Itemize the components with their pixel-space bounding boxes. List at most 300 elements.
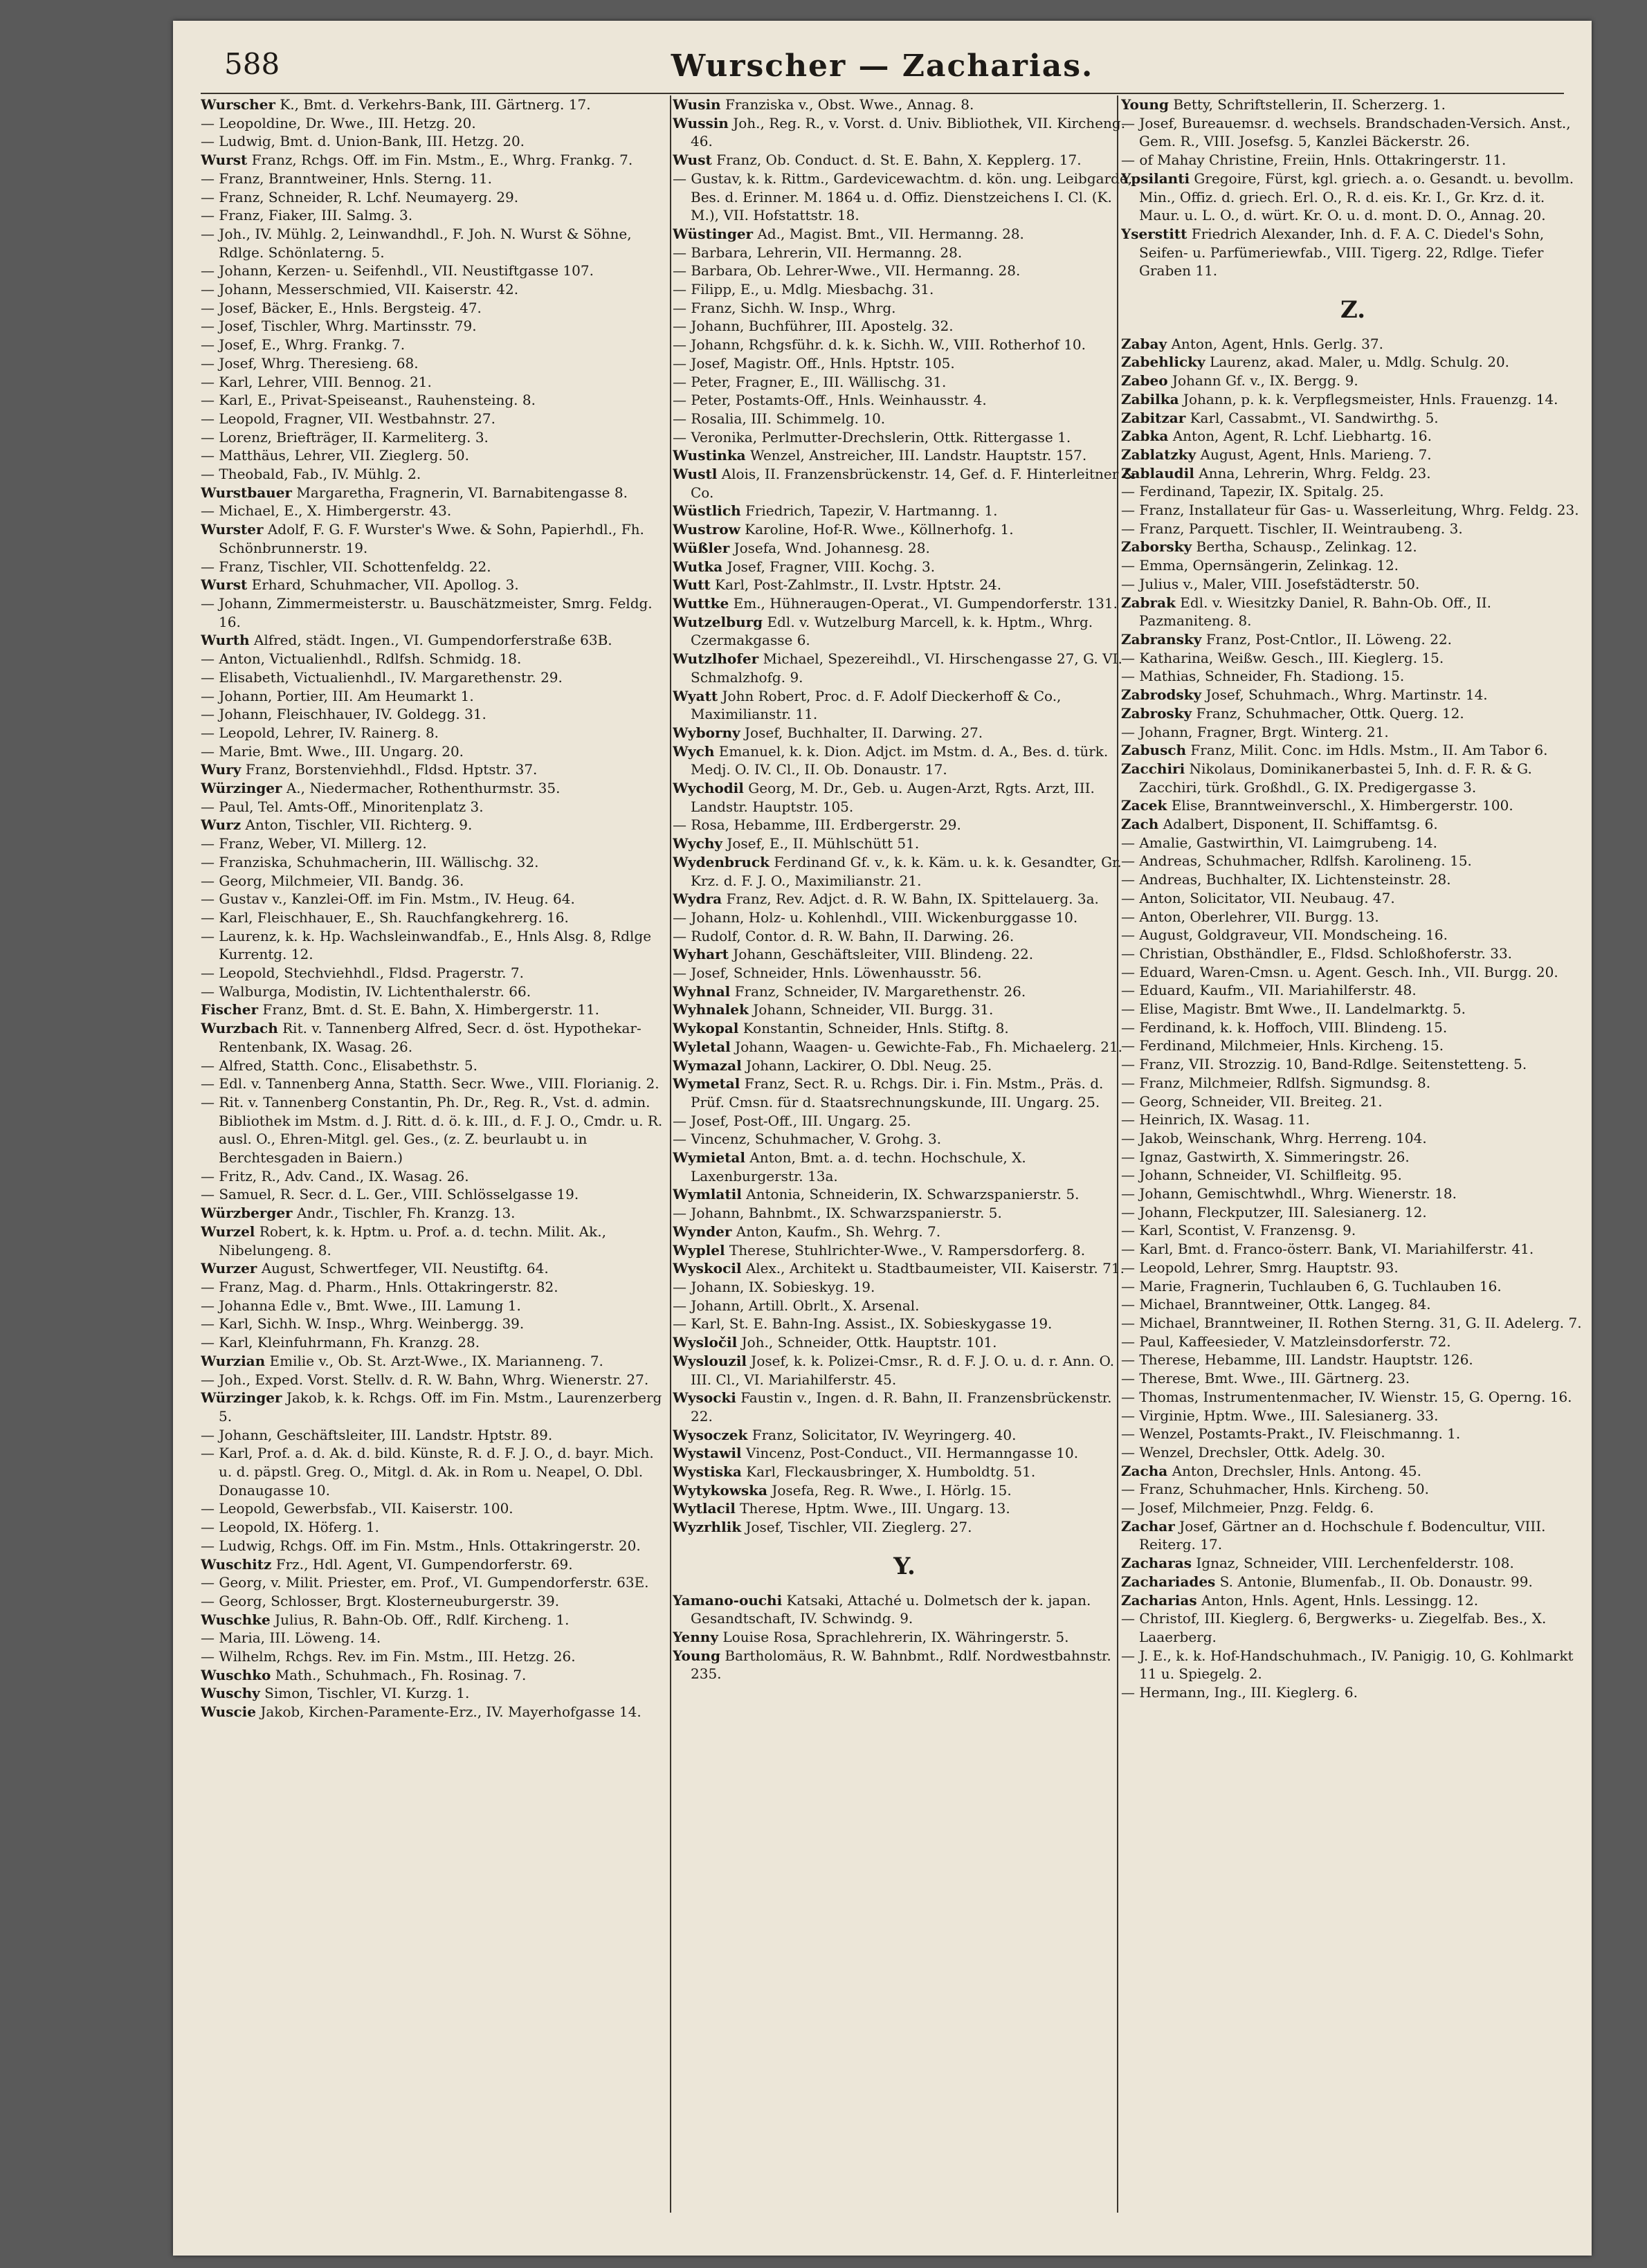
entry-surname: Wuschke (201, 1611, 271, 1628)
entry-details: Emanuel, k. k. Dion. Adjct. im Mstm. d. A., Bes. d. türk. Medj. O. IV. Cl., II. Ob. Donaustr. 17. (691, 742, 1109, 778)
directory-entry (673, 299, 1136, 318)
entry-details: — Barbara, Ob. Lehrer-Wwe., VII. Hermanng. 28. (673, 262, 1021, 280)
directory-entry (201, 317, 664, 336)
column-1 (201, 95, 664, 2226)
directory-entry (1121, 95, 1585, 114)
directory-entry (673, 539, 1136, 558)
entry-surname: Wurzbach (201, 1020, 278, 1037)
directory-entry (673, 465, 1136, 502)
entry-details: Anna, Lehrerin, Whrg. Feldg. 23. (1199, 464, 1431, 482)
entry-details: Johann, Geschäftsleiter, VIII. Blindeng. 22. (733, 946, 1034, 963)
entry-surname: Wyskocil (673, 1260, 742, 1277)
directory-entry (1121, 594, 1585, 630)
entry-details: — Johann, Zimmermeisterstr. u. Bauschätzmeister, Smrg. Feldg. 16. (201, 594, 653, 630)
entry-details: — Wilhelm, Rchgs. Rev. im Fin. Mstm., III. Hetzg. 26. (201, 1648, 576, 1665)
directory-entry (201, 558, 664, 576)
directory-entry (1121, 464, 1585, 483)
entry-details: — Johann, Bahnbmt., IX. Schwarzspanierstr. 5. (673, 1205, 1002, 1222)
entry-surname: Wutzlhofer (673, 650, 759, 668)
directory-entry (201, 1204, 664, 1223)
entry-details: — Karl, Bmt. d. Franco-österr. Bank, VI. Mariahilferstr. 41. (1121, 1241, 1534, 1258)
entry-details: — Johann, Kerzen- u. Seifenhdl., VII. Neustiftgasse 107. (201, 262, 594, 280)
directory-entry (673, 373, 1136, 392)
directory-entry (1121, 870, 1585, 889)
entry-surname: Zabusch (1121, 742, 1187, 759)
entry-details: — Therese, Bmt. Wwe., III. Gärtnerg. 23. (1121, 1370, 1410, 1387)
entry-details: — Hermann, Ing., III. Kieglerg. 6. (1121, 1684, 1358, 1701)
entry-details: — Alfred, Statth. Conc., Elisabethstr. 5. (201, 1057, 477, 1074)
entry-details: — Karl, Fleischhauer, E., Sh. Rauchfangkehrerg. 16. (201, 908, 569, 926)
entry-details: — Georg, Schlosser, Brgt. Klosterneuburgerstr. 39. (201, 1592, 560, 1609)
entry-details: — Katharina, Weißw. Gesch., III. Kieglerg. 15. (1121, 649, 1444, 666)
entry-details: Antonia, Schneiderin, IX. Schwarzspanierstr. 5. (746, 1186, 1080, 1203)
directory-entry (201, 428, 664, 447)
entry-details: — Ferdinand, Tapezir, IX. Spitalg. 25. (1121, 483, 1384, 500)
directory-entry (673, 779, 1136, 816)
entry-details: — Johann, Holz- u. Kohlenhdl., VIII. Wickenburggasse 10. (673, 908, 1078, 926)
entry-details: — Fritz, R., Adv. Cand., IX. Wasag. 26. (201, 1167, 469, 1185)
entry-details: Frz., Hdl. Agent, VI. Gumpendorferstr. 69. (275, 1555, 573, 1573)
directory-entry (1121, 446, 1585, 464)
entry-details: — J. E., k. k. Hof-Handschuhmach., IV. Panigig. 10, G. Kohlmarkt 11 u. Spiegelg. 2. (1121, 1647, 1574, 1683)
entry-details: — Josef, Whrg. Theresieng. 68. (201, 354, 419, 372)
directory-entry (1121, 630, 1585, 649)
entry-details: Johann, Lackirer, O. Dbl. Neug. 25. (746, 1057, 992, 1074)
entry-details: Franz, Rchgs. Off. im Fin. Mstm., E., Whrg. Frankg. 7. (251, 152, 633, 169)
entry-surname: Wyhnal (673, 982, 731, 1000)
directory-entry (673, 354, 1136, 373)
entry-details: Franz, Ob. Conduct. d. St. E. Bahn, X. Kepplerg. 17. (716, 152, 1082, 169)
entry-details: Margaretha, Fragnerin, VI. Barnabitengasse 8. (296, 484, 628, 501)
directory-entry (1121, 335, 1585, 354)
directory-entry (673, 1185, 1136, 1204)
directory-entry (201, 594, 664, 631)
directory-entry (1121, 170, 1585, 225)
directory-entry (201, 465, 664, 484)
entry-surname: Wussin (673, 114, 729, 131)
entry-details: Erhard, Schuhmacher, VII. Apollog. 3. (251, 576, 519, 594)
directory-entry (673, 1019, 1136, 1038)
entry-details: Franz, Bmt. d. St. E. Bahn, X. Himbergerstr. 11. (262, 1001, 600, 1018)
directory-entry (673, 95, 1136, 114)
directory-entry (673, 1389, 1136, 1425)
directory-entry (673, 964, 1136, 982)
entry-surname: Wyatt (673, 687, 718, 704)
entry-details: — Andreas, Buchhalter, IX. Lichtensteinstr. 28. (1121, 871, 1451, 888)
directory-entry (1121, 1110, 1585, 1129)
entry-details: — Anton, Victualienhdl., Rdlfsh. Schmidg. 18. (201, 650, 522, 668)
directory-entry (673, 1352, 1136, 1389)
entry-surname: Zachar (1121, 1517, 1175, 1535)
entry-details: Emilie v., Ob. St. Arzt-Wwe., IX. Marianneng. 7. (269, 1352, 603, 1369)
directory-entry (673, 1426, 1136, 1445)
directory-entry (673, 1628, 1136, 1647)
entry-details: — Franz, Branntweiner, Hnls. Sterng. 11. (201, 170, 493, 187)
entry-details: Ferdinand Gf. v., k. k. Käm. u. k. k. Gesandter, Gr. Krz. d. F. J. O., Maximilianstr. 21. (691, 853, 1122, 889)
directory-entry (1121, 151, 1585, 170)
entry-surname: Zabka (1121, 428, 1169, 445)
entry-surname: Wüstlich (673, 502, 741, 520)
directory-entry (673, 317, 1136, 336)
entry-details: — Rudolf, Contor. d. R. W. Bahn, II. Darwing. 26. (673, 927, 1014, 944)
entry-details: — Josef, Milchmeier, Pnzg. Feldg. 6. (1121, 1499, 1374, 1517)
entry-details: — Franz, Tischler, VII. Schottenfeldg. 22. (201, 558, 491, 575)
entry-details: — Christof, III. Kieglerg. 6, Bergwerks- u. Ziegelfab. Bes., X. Laaerberg. (1121, 1610, 1547, 1645)
directory-entry (201, 1223, 664, 1259)
entry-details: — Paul, Tel. Amts-Off., Minoritenplatz 3. (201, 798, 484, 815)
entry-details: — Peter, Postamts-Off., Hnls. Weinhausstr. 4. (673, 392, 987, 409)
entry-details: Jakob, Kirchen-Paramente-Erz., IV. Mayerhofgasse 14. (260, 1703, 641, 1721)
directory-entry (673, 724, 1136, 742)
directory-entry (201, 1703, 664, 1721)
entry-details: — Karl, Kleinfuhrmann, Fh. Kranzg. 28. (201, 1334, 480, 1351)
entry-details: Edl. v. Wiesitzky Daniel, R. Bahn-Ob. Off., II. Pazmaniteng. 8. (1139, 594, 1492, 630)
entry-details: — Johann, Schneider, VI. Schilfleitg. 95. (1121, 1167, 1402, 1184)
entry-details: Josef, Gärtner an d. Hochschule f. Bodencultur, VIII. Reiterg. 17. (1139, 1517, 1546, 1553)
entry-details: Josef, Tischler, VII. Zieglerg. 27. (745, 1519, 972, 1536)
entry-details: — Eduard, Kaufm., VII. Mariahilferstr. 48. (1121, 982, 1417, 999)
entry-surname: Zabay (1121, 335, 1167, 352)
directory-entry (201, 1537, 664, 1555)
column-2 (673, 95, 1136, 2226)
entry-details: — Leopoldine, Dr. Wwe., III. Hetzg. 20. (201, 114, 476, 131)
entry-details: — Johann, Rchgsführ. d. k. k. Sichh. W., VIII. Rotherhof 10. (673, 336, 1086, 354)
header-rule (201, 93, 1564, 94)
directory-entry (1121, 556, 1585, 575)
directory-entry (201, 1647, 664, 1666)
entry-details: — Michael, E., X. Himbergerstr. 43. (201, 502, 452, 520)
entry-details: Nikolaus, Dominikanerbastei 5, Inh. d. F. R. & G. Zacchiri, türk. Großhdl., G. IX. Predigergasse 3. (1139, 760, 1532, 796)
directory-entry (673, 927, 1136, 946)
entry-details: Adalbert, Disponent, II. Schiffamtsg. 6. (1163, 816, 1438, 833)
entry-details: Franz, Milit. Conc. im Hdls. Mstm., II. Am Tabor 6. (1190, 742, 1548, 759)
entry-surname: Wytykowska (673, 1481, 767, 1499)
entry-surname: Wust (673, 152, 712, 169)
entry-details: Anton, Bmt. a. d. techn. Hochschule, X. Laxenburgerstr. 13a. (691, 1149, 1026, 1185)
entry-details: — Franz, VII. Strozzig. 10, Band-Rdlge. Seitenstetteng. 5. (1121, 1056, 1527, 1073)
entry-details: Franz, Sect. R. u. Rchgs. Dir. i. Fin. Mstm., Präs. d. Prüf. Cmsn. für d. Staatsrechnungskunde, III. Ungarg. 25. (691, 1075, 1104, 1110)
entry-surname: Wurstbauer (201, 484, 292, 501)
entry-surname: Wykopal (673, 1020, 739, 1037)
entry-surname: Wysocki (673, 1389, 736, 1407)
directory-entry (1121, 944, 1585, 963)
entry-details: — Josef, Bureauemsr. d. wechsels. Brandschaden-Versich. Anst., Gem. R., VIII. Josefsg. 5, Kanzlei Bäckerstr. 26. (1121, 114, 1571, 150)
directory-entry (201, 742, 664, 761)
entry-details: — Lorenz, Briefträger, II. Karmeliterg. 3. (201, 428, 489, 446)
entry-details: — Elise, Magistr. Bmt Wwe., II. Landelmarktg. 5. (1121, 1000, 1466, 1018)
entry-surname: Wysoczek (673, 1426, 748, 1443)
entry-surname: Wychy (673, 835, 722, 852)
entry-surname: Wysločil (673, 1334, 738, 1351)
entry-surname: Wustl (673, 466, 718, 483)
directory-entry (201, 502, 664, 520)
directory-entry (201, 1499, 664, 1518)
directory-entry (673, 446, 1136, 465)
entry-details: — Johann, Artill. Obrlt., X. Arsenal. (673, 1297, 920, 1314)
entry-surname: Wurth (201, 632, 250, 649)
directory-entry (1121, 686, 1585, 704)
directory-entry (201, 484, 664, 502)
entry-details: Betty, Schriftstellerin, II. Scherzerg. 1. (1173, 96, 1446, 113)
directory-entry (1121, 667, 1585, 686)
entry-details: — Johann, Fragner, Brgt. Winterg. 21. (1121, 723, 1389, 740)
directory-entry (673, 225, 1136, 244)
entry-surname: Young (1121, 96, 1169, 113)
entry-details: — Johann, Buchführer, III. Apostelg. 32. (673, 318, 954, 335)
entry-details: — Johann, Fleischhauer, IV. Goldegg. 31. (201, 706, 486, 723)
directory-entry (201, 132, 664, 151)
entry-details: — Andreas, Schuhmacher, Rdlfsh. Karolineng. 15. (1121, 852, 1472, 870)
entry-surname: Wustinka (673, 447, 746, 464)
entry-details: Edl. v. Wutzelburg Marcell, k. k. Hptm., Whrg. Czermakgasse 6. (691, 613, 1093, 649)
directory-entry (673, 1223, 1136, 1241)
entry-details: Karl, Fleckausbringer, X. Humboldtg. 51. (746, 1463, 1036, 1481)
directory-entry (1121, 538, 1585, 556)
entry-details: — Peter, Fragner, E., III. Wällischg. 31. (673, 373, 947, 390)
directory-entry (673, 1481, 1136, 1500)
directory-entry (673, 1149, 1136, 1185)
directory-entry (201, 262, 664, 280)
directory-entry (1121, 482, 1585, 501)
directory-entry (1121, 834, 1585, 852)
entry-details: — Franz, Weber, VI. Millerg. 12. (201, 835, 427, 852)
directory-entry (1121, 225, 1585, 280)
directory-entry (201, 1278, 664, 1297)
directory-entry (1121, 1647, 1585, 1683)
directory-entry (1121, 704, 1585, 723)
entry-details: — Johann, Gemischtwhdl., Whrg. Wienerstr. 18. (1121, 1185, 1457, 1202)
directory-entry (673, 170, 1136, 225)
entry-details: Johann Gf. v., IX. Bergg. 9. (1172, 372, 1358, 390)
entry-details: Franziska v., Obst. Wwe., Annag. 8. (725, 96, 974, 113)
directory-entry (673, 336, 1136, 354)
directory-entry (201, 890, 664, 908)
entry-surname: Zacek (1121, 797, 1167, 814)
entry-details: — Georg, v. Milit. Priester, em. Prof., VI. Gumpendorferstr. 63E. (201, 1574, 649, 1591)
directory-entry (201, 1019, 664, 1056)
directory-entry (201, 687, 664, 706)
entry-details: — Josef, Magistr. Off., Hnls. Hptstr. 105. (673, 354, 955, 372)
entry-details: Josef, k. k. Polizei-Cmsr., R. d. F. J. O. u. d. r. Ann. O. III. Cl., VI. Mariahilferstr. 45. (691, 1352, 1115, 1388)
directory-entry (1121, 1407, 1585, 1425)
section-letter: Z. (1340, 296, 1366, 324)
entry-details: — Heinrich, IX. Wasag. 11. (1121, 1111, 1310, 1128)
directory-entry (201, 1333, 664, 1352)
entry-surname: Wystiska (673, 1463, 742, 1481)
entry-details: — Gustav, k. k. Rittm., Gardevicewachtm. d. kön. ung. Leibgarde, Bes. d. Erinner. M. 1864 u. d. Offiz. Dienstzeichens I. Cl. (K. M.), VII. Hofstattstr. 18. (673, 170, 1133, 224)
entry-details: — Josef, Bäcker, E., Hnls. Bergsteig. 47. (201, 299, 482, 316)
entry-surname: Wutt (673, 576, 711, 594)
directory-entry (1121, 649, 1585, 668)
entry-surname: Wutzelburg (673, 613, 763, 630)
directory-entry (201, 1611, 664, 1629)
entry-details: — Elisabeth, Victualienhdl., IV. Margarethenstr. 29. (201, 668, 563, 686)
entry-details: — Amalie, Gastwirthin, VI. Laimgrubeng. 14. (1121, 834, 1437, 851)
entry-surname: Wydenbruck (673, 853, 770, 870)
entry-details: Josefa, Wnd. Johannesg. 28. (734, 539, 930, 556)
directory-entry (1121, 796, 1585, 815)
entry-details: — Joh., IV. Mühlg. 2, Leinwandhdl., F. Joh. N. Wurst & Söhne, Rdlge. Schönlaterng. 5. (201, 225, 632, 261)
directory-entry (1121, 501, 1585, 520)
entry-surname: Wyplel (673, 1241, 725, 1259)
entry-surname: Wurst (201, 576, 248, 594)
directory-page (173, 21, 1592, 2256)
entry-details: Franz, Post-Cntlor., II. Löweng. 22. (1205, 630, 1453, 648)
entry-surname: Zabransky (1121, 630, 1202, 648)
directory-entry (201, 1074, 664, 1093)
entry-details: A., Niedermacher, Rothenthurmstr. 35. (286, 780, 561, 797)
entry-surname: Zabrak (1121, 594, 1176, 611)
entry-details: Robert, k. k. Hptm. u. Prof. a. d. techn. Milit. Ak., Nibelungeng. 8. (219, 1223, 606, 1259)
directory-entry (1121, 1499, 1585, 1517)
entry-details: Anton, Drechsler, Hnls. Antong. 45. (1172, 1462, 1421, 1479)
directory-entry (1121, 1166, 1585, 1185)
entry-details: — Franz, Mag. d. Pharm., Hnls. Ottakringerstr. 82. (201, 1279, 558, 1295)
entry-details: — Ludwig, Bmt. d. Union-Bank, III. Hetzg. 20. (201, 133, 525, 150)
entry-details: Josef, Buchhalter, II. Darwing. 27. (745, 724, 983, 741)
entry-details: — Julius v., Maler, VIII. Josefstädterstr. 50. (1121, 575, 1420, 592)
entry-details: — Thomas, Instrumentenmacher, IV. Wienstr. 15, G. Operng. 16. (1121, 1388, 1572, 1405)
entry-details: — Rosa, Hebamme, III. Erdbergerstr. 29. (673, 816, 961, 834)
directory-entry (1121, 427, 1585, 446)
entry-details: — Gustav v., Kanzlei-Off. im Fin. Mstm., IV. Heug. 64. (201, 890, 575, 908)
directory-entry (201, 1000, 664, 1019)
entry-surname: Wurst (201, 152, 248, 169)
entry-details: — Leopold, Gewerbsfab., VII. Kaiserstr. 100. (201, 1500, 513, 1517)
directory-entry (673, 650, 1136, 686)
directory-entry (673, 1038, 1136, 1057)
entry-surname: Yenny (673, 1628, 718, 1645)
directory-entry (1121, 1277, 1585, 1296)
entry-details: — Leopold, Stechviehhdl., Fldsd. Pragerstr. 7. (201, 964, 524, 982)
directory-entry (201, 206, 664, 225)
entry-details: Karoline, Hof-R. Wwe., Köllnerhofg. 1. (745, 521, 1014, 538)
directory-entry (201, 354, 664, 373)
entry-details: — Leopold, IX. Höferg. 1. (201, 1519, 380, 1536)
entry-details: Rit. v. Tannenberg Alfred, Secr. d. öst. Hypothekar-Rentenbank, IX. Wasag. 26. (219, 1020, 641, 1055)
entry-details: Vincenz, Post-Conduct., VII. Hermanngasse 10. (745, 1445, 1079, 1462)
entry-details: — Michael, Branntweiner, II. Rothen Sterng. 31, G. II. Adelerg. 7. (1121, 1315, 1582, 1331)
entry-details: — Karl, Sichh. W. Insp., Whrg. Weinbergg. 39. (201, 1315, 525, 1333)
entry-details: — Johanna Edle v., Bmt. Wwe., III. Lamung 1. (201, 1297, 521, 1314)
directory-entry (201, 908, 664, 927)
directory-entry (201, 1518, 664, 1537)
directory-entry (201, 853, 664, 872)
directory-entry (201, 872, 664, 890)
directory-entry (201, 1167, 664, 1186)
directory-entry (201, 336, 664, 354)
entry-surname: Wyhart (673, 946, 729, 963)
directory-entry (201, 280, 664, 299)
entry-details: August, Agent, Hnls. Marieng. 7. (1200, 446, 1432, 463)
entry-details: — Franz, Sichh. W. Insp., Whrg. (673, 299, 896, 316)
directory-entry (673, 908, 1136, 927)
entry-details: Franz, Schneider, IV. Margarethenstr. 26. (734, 982, 1026, 1000)
entry-details: Simon, Tischler, VI. Kurzg. 1. (264, 1685, 470, 1702)
entry-details: Konstantin, Schneider, Hnls. Stiftg. 8. (743, 1020, 1009, 1037)
entry-details: — Therese, Hebamme, III. Landstr. Hauptstr. 126. (1121, 1351, 1473, 1369)
entry-details: — Wenzel, Postamts-Prakt., IV. Fleischmanng. 1. (1121, 1425, 1461, 1443)
directory-entry (1121, 852, 1585, 870)
directory-entry (201, 760, 664, 779)
entry-details: Michael, Spezereihdl., VI. Hirschengasse 27, G. VI. Schmalzhofg. 9. (691, 650, 1122, 686)
entry-details: — Josef, Tischler, Whrg. Martinsstr. 79. (201, 318, 477, 335)
entry-details: — Leopold, Fragner, VII. Westbahnstr. 27. (201, 410, 495, 427)
entry-details: — Virginie, Hptm. Wwe., III. Salesianerg. 33. (1121, 1407, 1439, 1424)
directory-entry (1121, 390, 1585, 409)
entry-details: Franz, Borstenviehhdl., Fldsd. Hptstr. 37. (245, 761, 538, 778)
entry-details: — of Mahay Christine, Freiin, Hnls. Ottakringerstr. 11. (1121, 152, 1507, 169)
entry-details: — Franziska, Schuhmacherin, III. Wällischg. 32. (201, 853, 539, 870)
entry-details: — Anton, Solicitator, VII. Neubaug. 47. (1121, 889, 1395, 906)
entry-details: Adolf, F. G. F. Wurster's Wwe. & Sohn, Papierhdl., Fh. Schönbrunnerstr. 19. (219, 521, 644, 556)
directory-entry (673, 114, 1136, 151)
entry-surname: Wynder (673, 1223, 732, 1240)
directory-entry (1121, 1351, 1585, 1369)
directory-entry (1121, 963, 1585, 982)
entry-details: — Karl, Prof. a. d. Ak. d. bild. Künste, R. d. F. J. O., d. bayr. Mich. u. d. päpstl. Greg. O., Mitgl. d. Ak. in Rom u. Neapel, O. Dbl. Donaugasse 10. (201, 1445, 654, 1499)
entry-surname: Zabehlicky (1121, 354, 1205, 371)
entry-details: John Robert, Proc. d. F. Adolf Dieckerhoff & Co., Maximilianstr. 11. (691, 687, 1062, 723)
entry-surname: Wymetal (673, 1075, 740, 1092)
entry-details: Karl, Cassabmt., VI. Sandwirthg. 5. (1190, 409, 1439, 426)
entry-details: Anton, Agent, R. Lchf. Liebhartg. 16. (1172, 428, 1432, 445)
entry-details: Therese, Stuhlrichter-Wwe., V. Rampersdorferg. 8. (729, 1241, 1086, 1259)
entry-surname: Wury (201, 761, 242, 778)
entry-details: — Johann, IX. Sobieskyg. 19. (673, 1279, 875, 1295)
entry-details: Laurenz, akad. Maler, u. Mdlg. Schulg. 20. (1210, 354, 1510, 371)
directory-entry (673, 594, 1136, 613)
entry-details: — Walburga, Modistin, IV. Lichtenthalerstr. 66. (201, 982, 531, 1000)
directory-entry (1121, 409, 1585, 428)
directory-entry (1121, 1333, 1585, 1351)
entry-details: Anton, Kaufm., Sh. Wehrg. 7. (736, 1223, 941, 1240)
directory-entry (201, 650, 664, 668)
directory-entry (673, 1297, 1136, 1315)
directory-entry (1121, 1148, 1585, 1167)
entry-details: — Franz, Milchmeier, Rdlfsh. Sigmundsg. 8. (1121, 1074, 1431, 1091)
directory-entry (1121, 981, 1585, 1000)
directory-entry (673, 1499, 1136, 1518)
entry-details: — Franz, Fiaker, III. Salmg. 3. (201, 207, 413, 224)
directory-entry (1121, 1388, 1585, 1407)
entry-details: Friedrich Alexander, Inh. d. F. A. C. Diedel's Sohn, Seifen- u. Parfümeriewfab., VIII. Tigerg. 22, Rdlge. Tiefer Graben 11. (1139, 225, 1545, 280)
directory-entry (1121, 1074, 1585, 1092)
entry-details: Joh., Reg. R., v. Vorst. d. Univ. Bibliothek, VII. Kircheng. 46. (691, 114, 1126, 150)
directory-entry (1121, 520, 1585, 538)
directory-entry (673, 244, 1136, 262)
directory-entry (201, 446, 664, 465)
entry-surname: Wychodil (673, 780, 744, 797)
directory-entry (201, 114, 664, 133)
entry-details: — Edl. v. Tannenberg Anna, Statth. Secr. Wwe., VIII. Florianig. 2. (201, 1075, 659, 1092)
entry-surname: Wüßler (673, 539, 730, 556)
entry-surname: Wyzrhlik (673, 1519, 742, 1536)
entry-details: — Franz, Parquett. Tischler, II. Weintraubeng. 3. (1121, 520, 1463, 537)
entry-details: — Marie, Fragnerin, Tuchlauben 6, G. Tuchlauben 16. (1121, 1277, 1502, 1295)
entry-details: — Karl, Lehrer, VIII. Bennog. 21. (201, 373, 432, 390)
directory-entry (201, 1389, 664, 1425)
entry-details: K., Bmt. d. Verkehrs-Bank, III. Gärtnerg. 17. (280, 96, 591, 113)
entry-details: — Emma, Opernsängerin, Zelinkag. 12. (1121, 557, 1399, 574)
entry-details: Ignaz, Schneider, VIII. Lerchenfelderstr. 108. (1196, 1555, 1514, 1572)
directory-entry (673, 558, 1136, 576)
entry-surname: Wych (673, 742, 715, 760)
entry-surname: Wurzel (201, 1223, 255, 1240)
directory-entry (201, 1057, 664, 1075)
entry-surname: Fischer (201, 1001, 259, 1018)
entry-details: Faustin v., Ingen. d. R. Bahn, II. Franzensbrückenstr. 22. (691, 1389, 1112, 1425)
